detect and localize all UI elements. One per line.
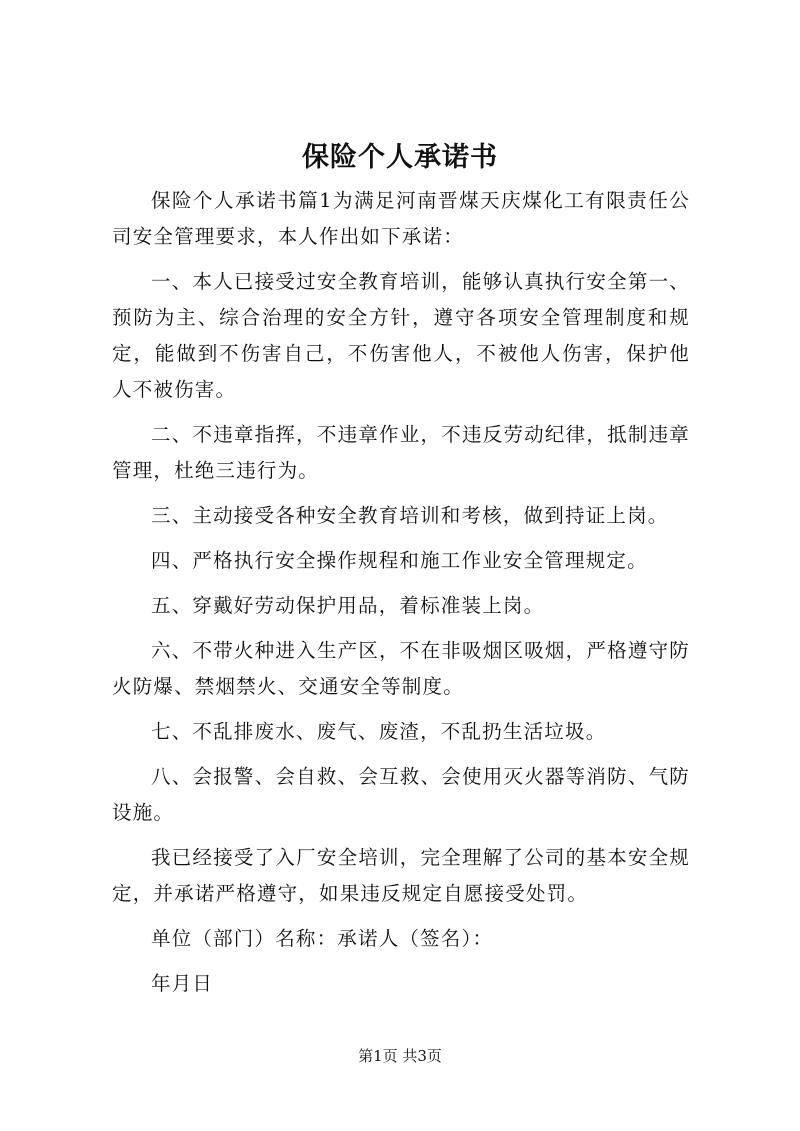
paragraph-item-5: 五、穿戴好劳动保护用品，着标准装上岗。	[151, 594, 545, 617]
paragraph-item-3: 三、主动接受各种安全教育培训和考核，做到持证上岗。	[151, 504, 669, 527]
paragraph-item-2: 二、不违章指挥，不违章作业，不违反劳动纪律，抵制违章管理，杜绝三违行为。	[112, 423, 690, 482]
paragraph-item-4: 四、严格执行安全操作规程和施工作业安全管理规定。	[151, 549, 648, 572]
document-body	[112, 183, 690, 1011]
signature-line: 单位（部门）名称：承诺人（签名）：	[151, 927, 494, 950]
paragraph-item-7: 七、不乱排废水、废气、废渣，不乱扔生活垃圾。	[151, 720, 607, 743]
paragraph-item-8: 八、会报警、会自救、会互救、会使用灭火器等消防、气防设施。	[112, 765, 690, 824]
paragraph-item-6: 六、不带火种进入生产区，不在非吸烟区吸烟，严格遵守防火防爆、禁烟禁火、交通安全等制度。	[112, 639, 690, 698]
paragraph-intro: 保险个人承诺书篇1为满足河南晋煤天庆煤化工有限责任公司安全管理要求，本人作出如下承诺：	[112, 189, 690, 248]
paragraph-item-1: 一、本人已接受过安全教育培训，能够认真执行安全第一、预防为主、综合治理的安全方针，遵守各项安全管理制度和规定，能做到不伤害自己，不伤害他人，不被他人伤害，保护他人不被伤害。	[112, 270, 690, 401]
page-number-footer: 第1页 共3页	[358, 1047, 442, 1065]
document-title: 保险个人承诺书	[302, 142, 498, 173]
paragraph-acknowledgement: 我已经接受了入厂安全培训，完全理解了公司的基本安全规定，并承诺严格遵守，如果违反规定自愿接受处罚。	[112, 846, 690, 905]
date-line: 年月日	[151, 972, 214, 995]
